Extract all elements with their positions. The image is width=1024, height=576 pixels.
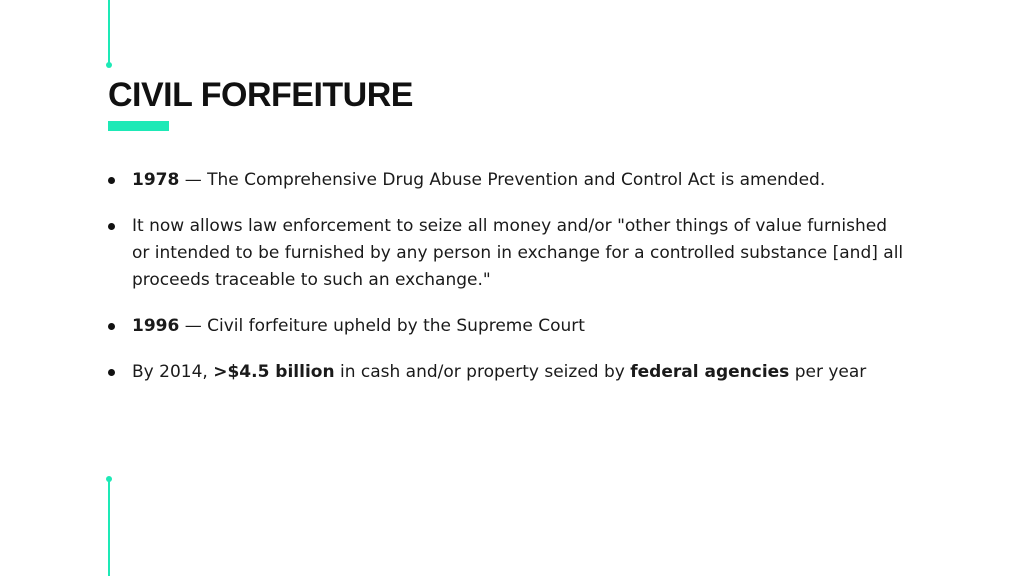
- bottom-accent-dot: [106, 476, 112, 482]
- bullet-item-scope: [108, 213, 908, 294]
- bullet-item-1996: [108, 313, 908, 340]
- bullet-amount: >$4.5 billion: [213, 362, 335, 382]
- top-accent-line: [108, 0, 110, 64]
- bullet-item-2014: [108, 359, 908, 386]
- top-accent-dot: [106, 62, 112, 68]
- bullet-text-middle: in cash and/or property seized by: [334, 362, 631, 382]
- bullet-text: — The Comprehensive Drug Abuse Prevention and Control Act is amended.: [179, 170, 826, 190]
- bullet-list: [108, 167, 908, 405]
- bullet-text-prefix: By 2014,: [132, 362, 214, 382]
- bullet-text: It now allows law enforcement to seize all money and/or "other things of value furnished or intended to be furnished by any person in exchange for a controlled substance [and] all proceeds traceable to such an exchange.": [132, 216, 904, 290]
- slide-title: CIVIL FORFEITURE: [108, 76, 413, 114]
- bullet-year: 1978: [132, 170, 180, 190]
- bullet-item-1978: [108, 167, 908, 194]
- bullet-text-suffix: per year: [789, 362, 867, 382]
- bottom-accent-line: [108, 479, 110, 576]
- bullet-year: 1996: [132, 316, 180, 336]
- bullet-agencies: federal agencies: [630, 362, 790, 382]
- title-underline: [108, 121, 169, 131]
- bullet-text: — Civil forfeiture upheld by the Supreme Court: [179, 316, 585, 336]
